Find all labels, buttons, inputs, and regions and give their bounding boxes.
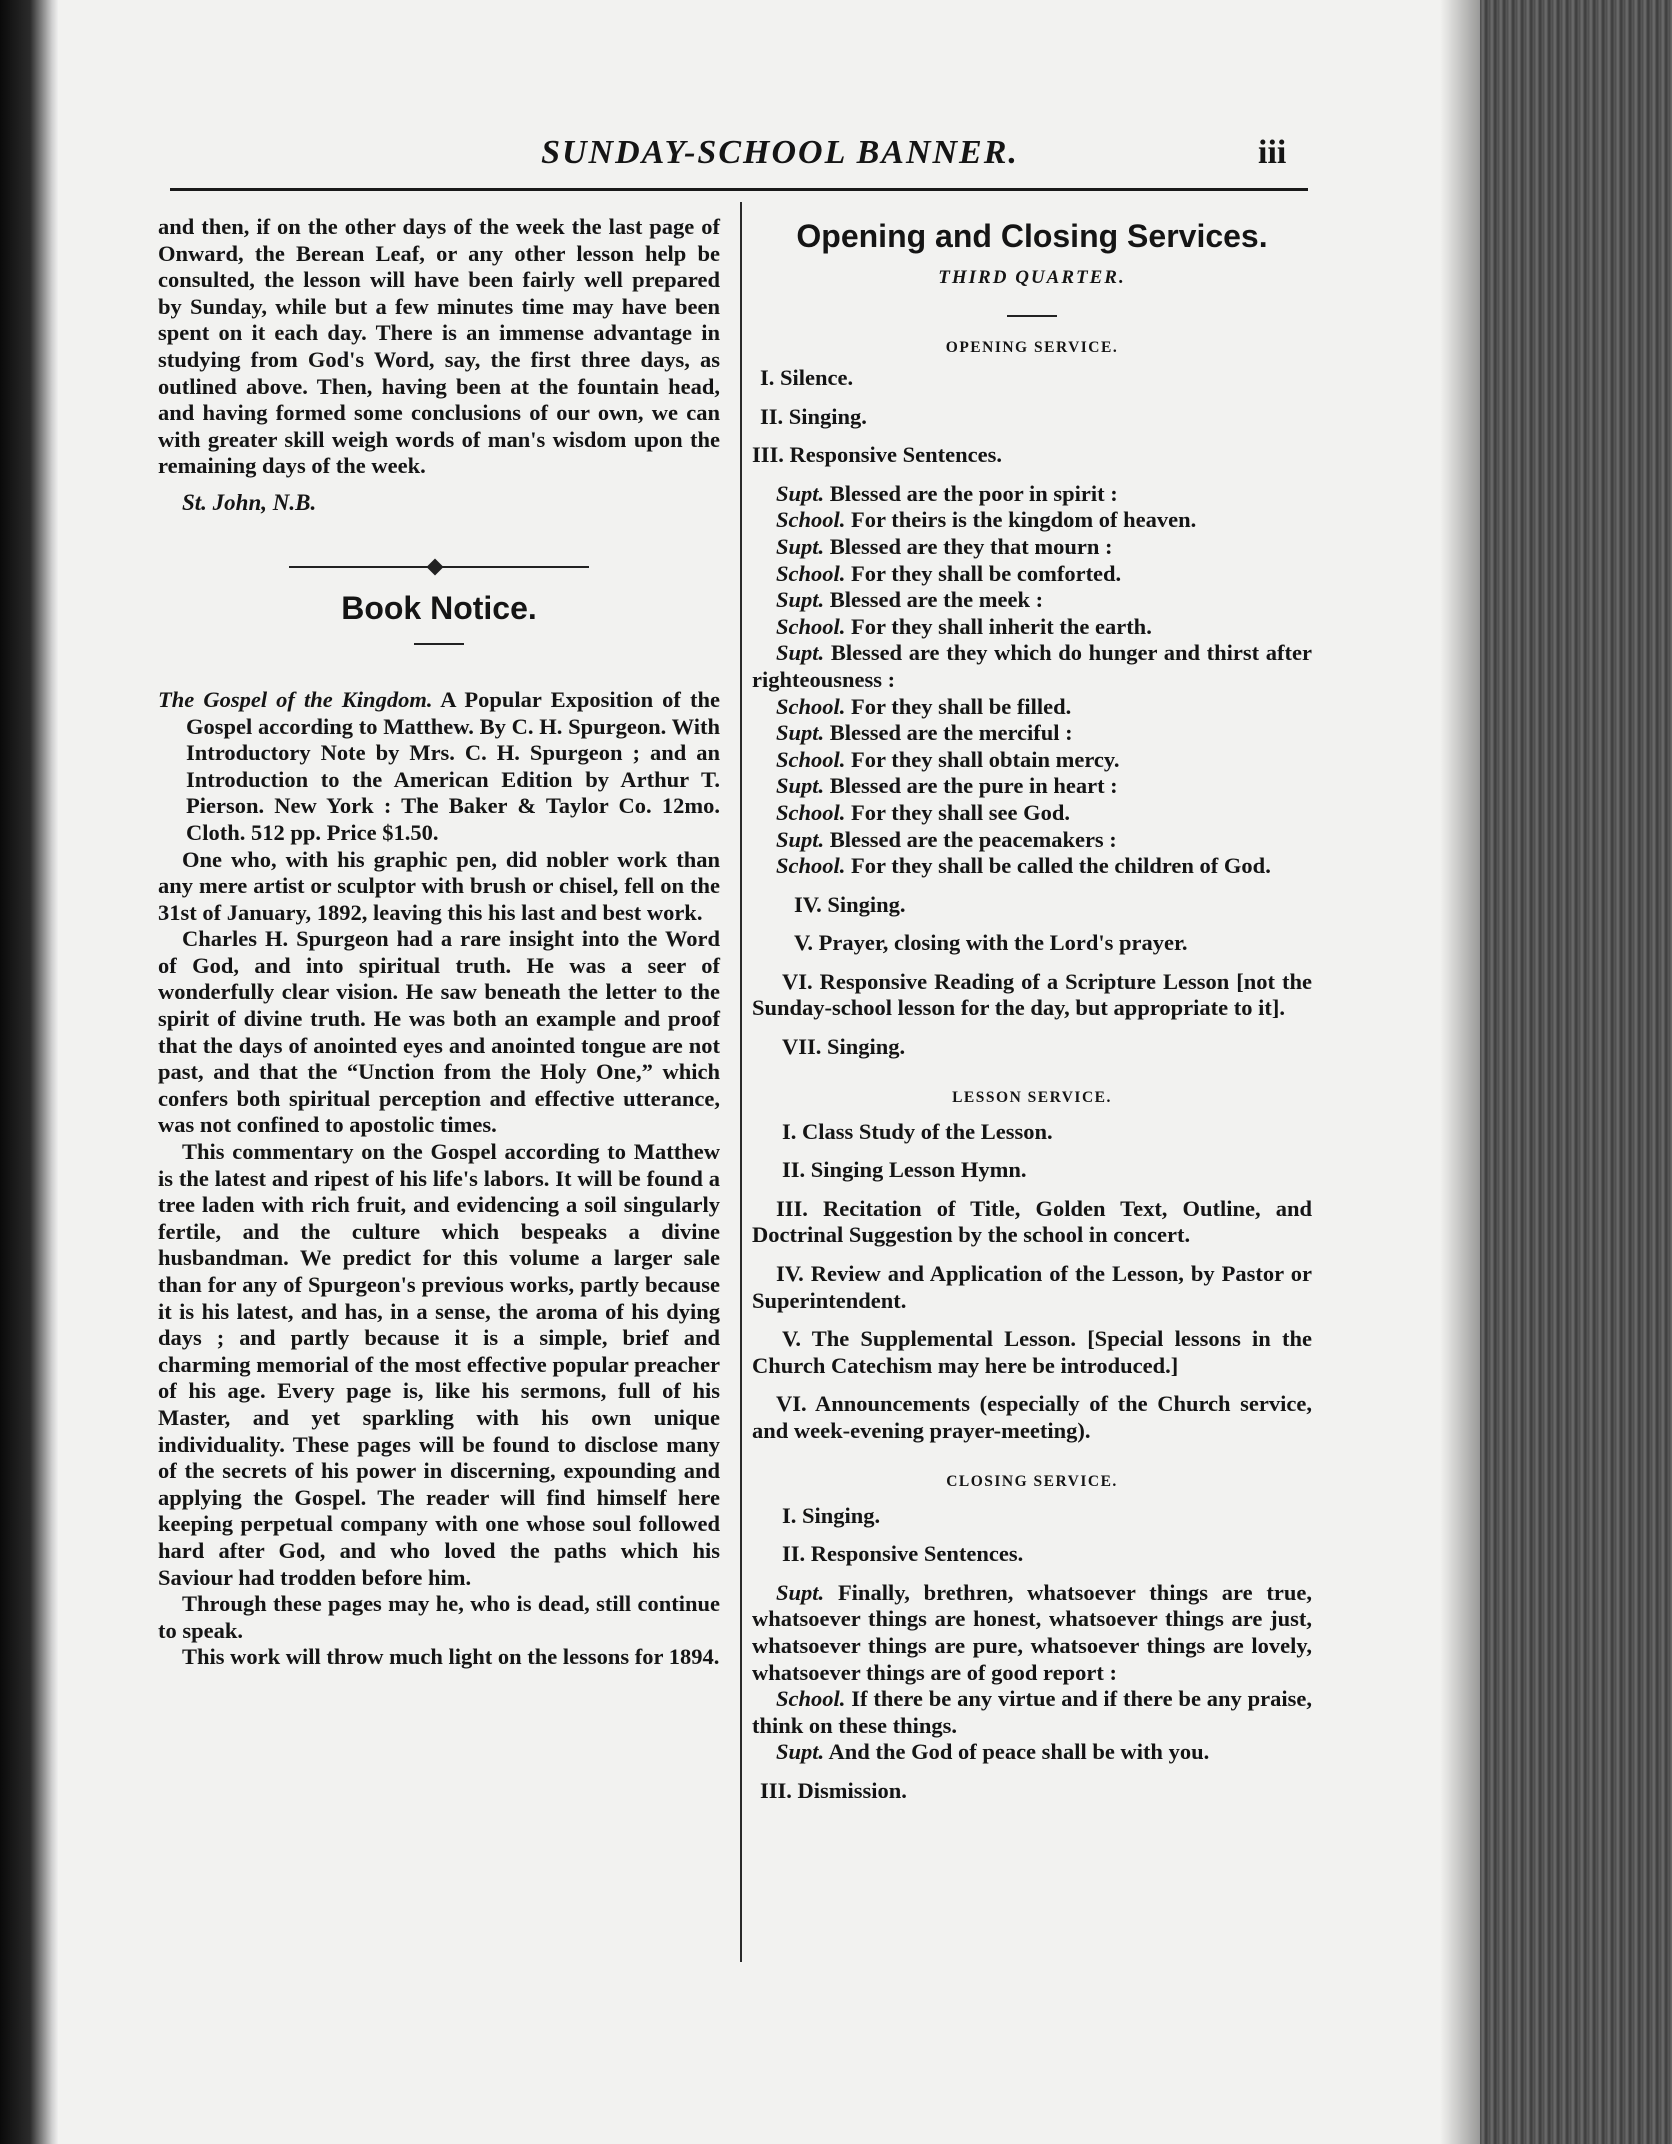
scan-left-edge xyxy=(0,0,58,2144)
continuation-paragraph: and then, if on the other days of the week the last page of Onward, the Berean Leaf, or any other lesson help be consulted, the lesson will have been fairly well prepared by Sunday, while but a few minutes time may have been spent on it each day. There is an immense advantage in studying from God's Word, say, the first three days, as outlined above. Then, having been at the fountain head, and having formed some conclusions of our own, we can with greater skill weigh words of man's wisdom upon the remaining days of the week. xyxy=(158,214,720,479)
ornamental-rule xyxy=(289,560,589,574)
closing-service-heading: CLOSING SERVICE. xyxy=(946,1472,1118,1490)
book-spine-edge xyxy=(1480,0,1672,2144)
lesson-item-1: I. Class Study of the Lesson. xyxy=(782,1118,1053,1144)
closing-response-1: Supt. Finally, brethren, whatsoever things are true, whatsoever things are honest, whatsoever things are just, whatsoever things are pure, whatsoever things are lovely, whatsoever things are of good report : xyxy=(752,1579,1313,1685)
response-line: Supt. Blessed are they which do hunger and thirst after righteousness : xyxy=(752,640,1312,692)
response-line: School. For they shall be comforted. xyxy=(776,560,1122,586)
closing-item-1: I. Singing. xyxy=(782,1502,881,1528)
book-details: A Popular Exposition of the Gospel according to Matthew. By C. H. Spurgeon. With Introductory Note by Mrs. C. H. Spurgeon ; and an Introduction to the American Edition by Arthur T. Pierson. New York : The Baker & Taylor Co. 12mo. Cloth. 512 pp. Price $1.50. xyxy=(186,686,720,845)
response-line: School. For they shall be filled. xyxy=(776,693,1072,719)
lesson-item-6: VI. Announcements (especially of the Church service, and week-evening prayer-meeting). xyxy=(752,1391,1312,1443)
book-notice-title: Book Notice. xyxy=(341,589,537,626)
lesson-item-3: III. Recitation of Title, Golden Text, Outline, and Doctrinal Suggestion by the school in concert. xyxy=(752,1195,1312,1248)
opening-item-6: VI. Responsive Reading of a Scripture Lesson [not the Sunday-school lesson for the day, but appropriate to it]. xyxy=(752,968,1312,1021)
responsive-sentences xyxy=(752,481,1312,880)
header-rule xyxy=(170,188,1308,191)
response-line: Supt. Blessed are they that mourn : xyxy=(776,533,1113,559)
short-rule xyxy=(1007,315,1057,317)
review-paragraph-3: This commentary on the Gospel according to Matthew is the latest and ripest of his life's labors. It will be found a tree laden with rich fruit, and evidencing a soil singularly fertile, and the culture which bespeaks a divine husbandman. We predict for this volume a larger sale than for any of Spurgeon's previous works, partly because it is his latest, and has, in a sense, the aroma of his dying days ; and partly because it is a simple, brief and charming memorial of the most effective popular preacher of his age. Every page is, like his sermons, full of his Master, and yet sparkling with his own unique individuality. These pages will be found to disclose many of the secrets of his power in discerning, expounding and applying the Gospel. The reader will find himself here keeping perpetual company with one whose soul followed hard after God, and who loved the paths which his Saviour had trodden before him. xyxy=(158,1139,720,1590)
closing-item-2: II. Responsive Sentences. xyxy=(782,1541,1024,1567)
review-paragraph-1: One who, with his graphic pen, did nobler work than any mere artist or sculptor with brush or chisel, fell on the 31st of January, 1892, leaving this his last and best work. xyxy=(158,846,720,925)
response-line: Supt. Blessed are the meek : xyxy=(776,587,1044,613)
response-line: School. For they shall see God. xyxy=(776,799,1070,825)
closing-response-3: Supt. And the God of peace shall be with you. xyxy=(776,1739,1210,1765)
running-title: SUNDAY-SCHOOL BANNER. xyxy=(541,134,1019,171)
response-line: Supt. Blessed are the poor in spirit : xyxy=(776,480,1118,506)
opening-item-4: IV. Singing. xyxy=(794,891,906,917)
short-rule xyxy=(414,643,464,645)
response-line: School. For they shall obtain mercy. xyxy=(776,746,1120,772)
lesson-item-2: II. Singing Lesson Hymn. xyxy=(782,1157,1027,1183)
opening-item-7: VII. Singing. xyxy=(782,1034,906,1060)
response-line: Supt. Blessed are the pure in heart : xyxy=(776,773,1118,799)
left-column xyxy=(158,214,720,1671)
lesson-item-5: V. The Supplemental Lesson. [Special lessons in the Church Catechism may here be introduced.] xyxy=(752,1326,1312,1378)
response-line: School. For they shall be called the children of God. xyxy=(776,853,1271,879)
ornamental-rule-diamond xyxy=(427,558,444,575)
review-paragraph-4: Through these pages may he, who is dead, still continue to speak. xyxy=(158,1591,720,1643)
book-citation xyxy=(158,687,720,847)
opening-item-5: V. Prayer, closing with the Lord's prayer. xyxy=(794,930,1188,956)
services-title: Opening and Closing Services. xyxy=(796,218,1268,254)
opening-service-heading: OPENING SERVICE. xyxy=(945,339,1119,356)
opening-item-2: II. Singing. xyxy=(760,403,867,429)
response-line: Supt. Blessed are the peacemakers : xyxy=(776,826,1117,852)
response-line: School. For theirs is the kingdom of heaven. xyxy=(776,507,1197,533)
response-line: School. For they shall inherit the earth. xyxy=(776,613,1152,639)
services-subtitle: THIRD QUARTER. xyxy=(938,267,1126,288)
review-paragraph-2: Charles H. Spurgeon had a rare insight into the Word of God, and into spiritual truth. He was a seer of wonderfully clear vision. He saw beneath the letter to the spirit of divine truth. He was both an example and proof that the days of anointed eyes and anointed tongue are not past, and that the “Unction from the Holy One,” which confers both spiritual perception and effective utterance, was not confined to apostolic times. xyxy=(158,926,720,1138)
opening-item-1: I. Silence. xyxy=(760,365,854,390)
signature: St. John, N.B. xyxy=(182,489,317,515)
closing-response-2: School. If there be any virtue and if there be any praise, think on these things. xyxy=(752,1686,1313,1738)
lesson-service-heading: LESSON SERVICE. xyxy=(952,1088,1112,1106)
book-title: The Gospel of the Kingdom. xyxy=(158,686,433,712)
review-paragraph-5: This work will throw much light on the lessons for 1894. xyxy=(182,1644,720,1670)
page-number: iii xyxy=(1258,134,1287,171)
right-column xyxy=(752,214,1312,1805)
lesson-item-4: IV. Review and Application of the Lesson, by Pastor or Superintendent. xyxy=(752,1261,1312,1313)
opening-item-3: III. Responsive Sentences. xyxy=(752,442,1003,468)
closing-item-3: III. Dismission. xyxy=(760,1777,907,1803)
column-divider xyxy=(740,202,742,1962)
response-line: Supt. Blessed are the merciful : xyxy=(776,720,1073,746)
